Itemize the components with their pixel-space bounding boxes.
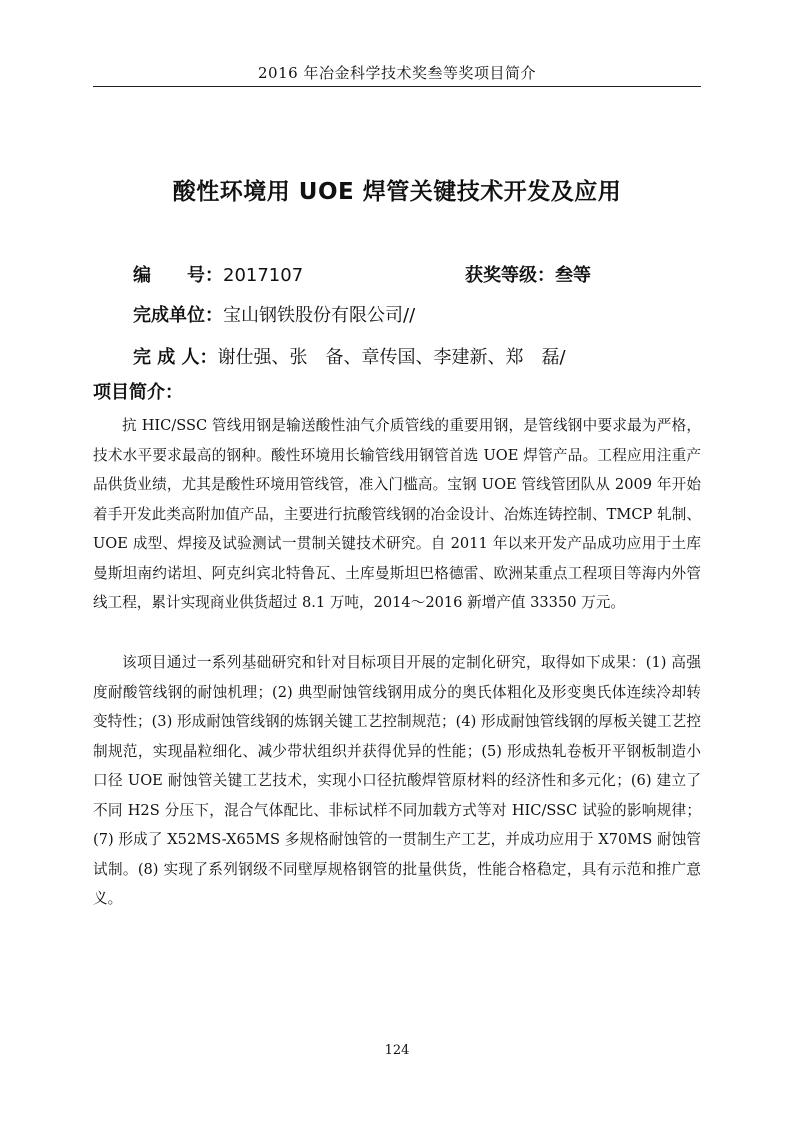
project-number-label: 编 号： xyxy=(133,265,223,286)
section-heading-project-intro: 项目简介： xyxy=(93,382,183,403)
body-paragraph-1: 抗 HIC/SSC 管线用钢是输送酸性油气介质管线的重要用钢，是管线钢中要求最为严格，技术水平要求最高的钢种。酸性环境用长输管线用钢管首选 UOE 焊管产品。工程应用注重产品供货业绩，尤其是酸性环境用管线管，准入门槛高。宝钢 UOE 管线管团队从 2009 年开始着手开发此类高附加值产品，主要进行抗酸管线钢的冶金设计、冶炼连铸控制、TMCP 轧制、UOE 成型、焊接及试验测试一贯制关键技术研究。自 2011 年以来开发产品成功应用于土库曼斯坦南约诺坦、阿克纠宾北特鲁瓦、土库曼斯坦巴格德雷、欧洲某重点工程项目等海内外管线工程，累计实现商业供货超过 8.1 万吨，2014～2016 新增产值 33350 万元。 xyxy=(93,417,701,611)
completion-unit-value: 宝山钢铁股份有限公司// xyxy=(223,305,416,326)
completion-unit-label: 完成单位： xyxy=(133,305,223,326)
project-number-value: 2017107 xyxy=(223,265,304,286)
project-number-line xyxy=(133,261,303,287)
header-divider xyxy=(93,86,701,87)
page-number: 124 xyxy=(384,1043,410,1058)
award-level-line xyxy=(465,261,591,287)
running-header-title: 2016 年冶金科学技术奖叁等奖项目简介 xyxy=(258,64,536,82)
completion-people-value: 谢仕强、张 备、章传国、李建新、郑 磊/ xyxy=(217,347,566,368)
award-level-label: 获奖等级： xyxy=(465,265,555,286)
completion-people-line xyxy=(133,343,566,369)
completion-unit-line xyxy=(133,301,415,327)
award-level-value: 叁等 xyxy=(555,265,591,286)
completion-people-label: 完 成 人： xyxy=(133,347,218,368)
document-title: 酸性环境用 UOE 焊管关键技术开发及应用 xyxy=(172,179,622,205)
body-paragraph-2: 该项目通过一系列基础研究和针对目标项目开展的定制化研究，取得如下成果：(1) 高强度耐酸管线钢的耐蚀机理；(2) 典型耐蚀管线钢用成分的奥氏体粗化及形变奥氏体连续冷却转变特性；(3) 形成耐蚀管线钢的炼钢关键工艺控制规范；(4) 形成耐蚀管线钢的厚板关键工艺控制规范，实现晶粒细化、减少带状组织并获得优异的性能；(5) 形成热轧卷板开平钢板制造小口径 UOE 耐蚀管关键工艺技术，实现小口径抗酸焊管原材料的经济性和多元化；(6) 建立了不同 H2S 分压下，混合气体配比、非标试样不同加载方式等对 HIC/SSC 试验的影响规律；(7) 形成了 X52MS-X65MS 多规格耐蚀管的一贯制生产工艺，并成功应用于 X70MS 耐蚀管试制。(8) 实现了系列钢级不同壁厚规格钢管的批量供货，性能合格稳定，具有示范和推广意义。 xyxy=(93,654,701,907)
